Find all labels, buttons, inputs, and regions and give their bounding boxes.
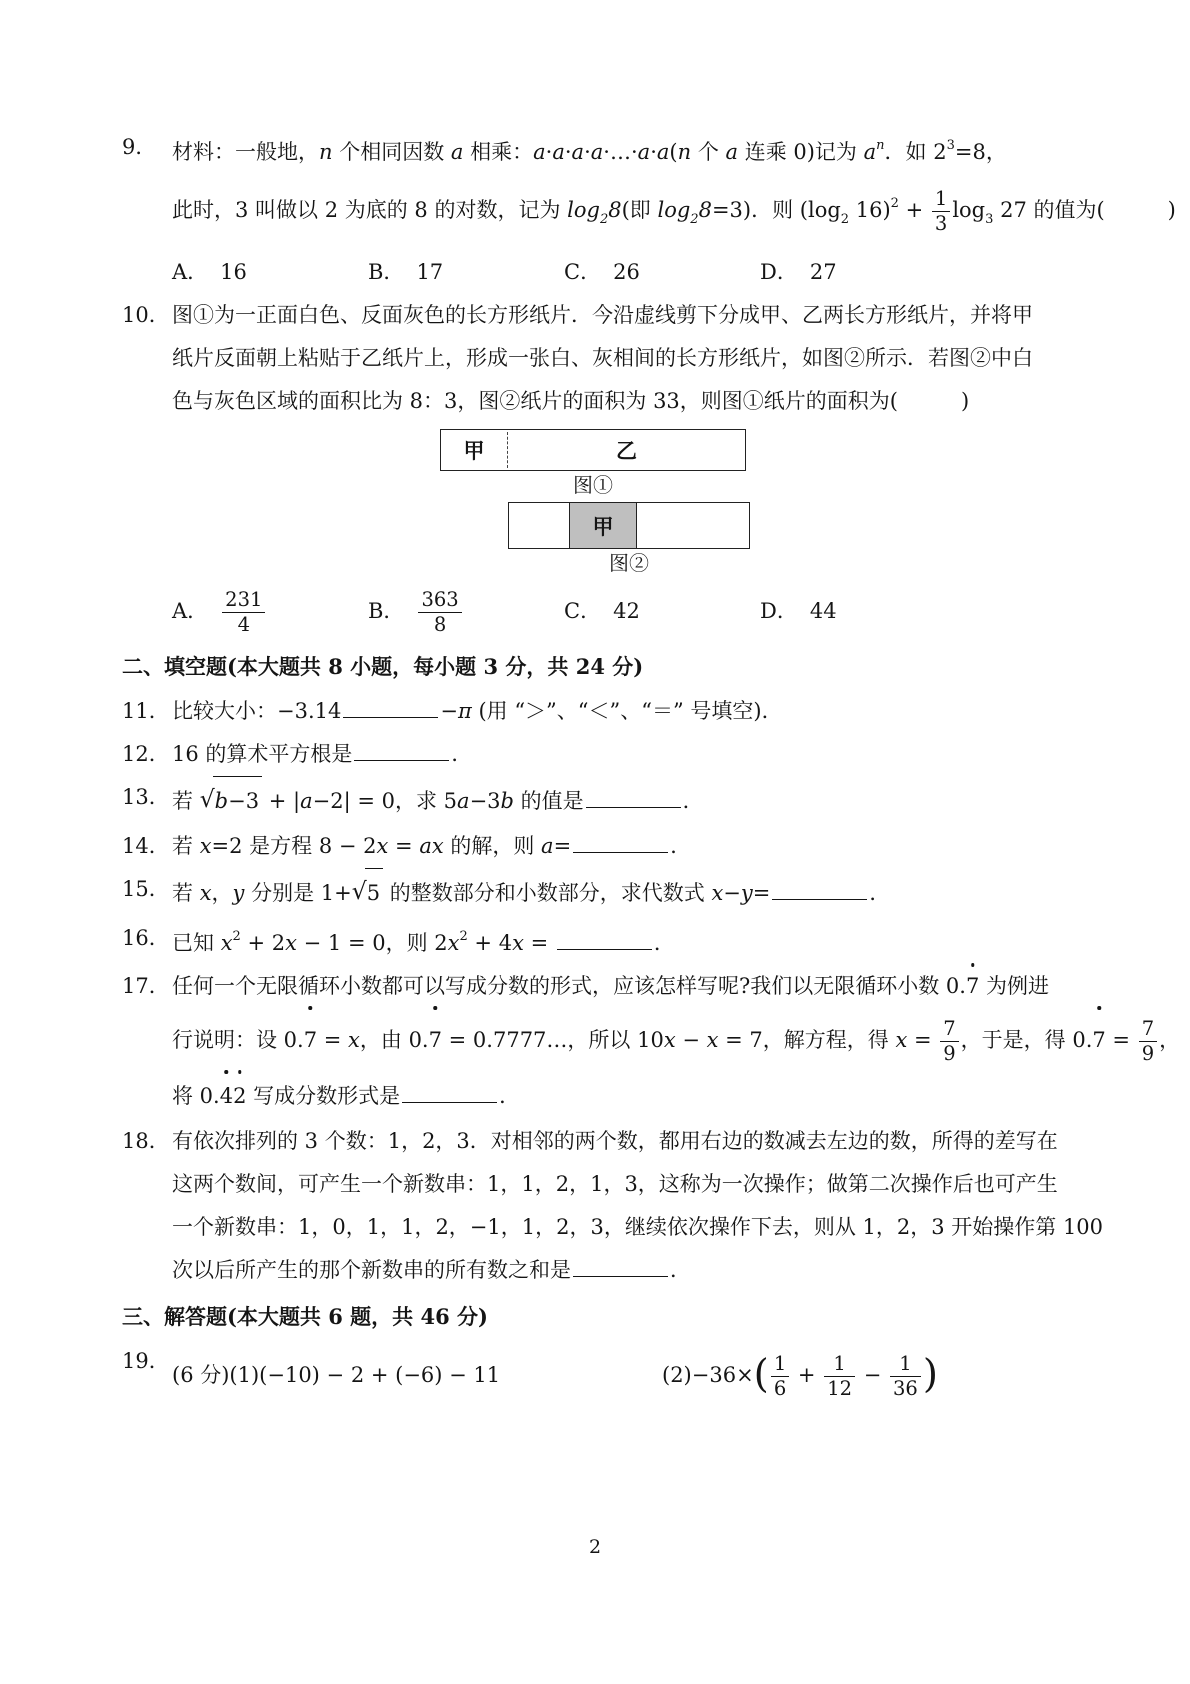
- question-15: [122, 868, 1012, 917]
- question-13-number: 13．: [122, 785, 170, 810]
- exam-content: [122, 126, 1181, 1412]
- question-17-line-3: 将 0.42 写成分数形式是 ．: [172, 1072, 1012, 1120]
- question-10-option-b: [368, 580, 564, 642]
- question-12: [122, 733, 1012, 776]
- question-11: [122, 690, 1012, 733]
- figure-2-rectangle: [508, 502, 750, 549]
- question-9-line-1: 材料：一般地，n 个相同因数 a 相乘：a·a·a·a·…·a·a(n 个 a 连乘 0)记为 $a^n$．如 $2^3=8$，: [172, 138, 1007, 164]
- option-value: 16: [220, 260, 247, 285]
- option-label: B．: [368, 599, 405, 624]
- option-label: D．: [760, 599, 798, 624]
- question-13: [122, 776, 1012, 825]
- question-9-option-d: [760, 251, 956, 294]
- question-19-row: [172, 1340, 1012, 1412]
- question-14: [122, 825, 1012, 868]
- figure-1-rectangle: [440, 429, 746, 471]
- question-10-line-2: 纸片反面朝上粘贴于乙纸片上，形成一张白、灰相间的长方形纸片，如图②所示．若图②中白: [172, 346, 1033, 371]
- question-11-text: 比较大小：−3.14 −π (用 “＞”、“＜”、“＝” 号填空)．: [172, 699, 783, 724]
- option-value: $\frac{231}{4}$: [220, 599, 267, 623]
- question-9-number: 9．: [122, 135, 157, 159]
- question-16: [122, 917, 1012, 965]
- question-16-text: 已知 $x^2 + 2x - 1 = 0$，则 $2x^2 + 4x$ = ．: [172, 929, 675, 956]
- question-10-number: 10．: [122, 303, 170, 328]
- question-18-line-1: 有依次排列的 3 个数：1，2，3．对相邻的两个数，都用右边的数减去左边的数，所得的差写在: [172, 1129, 1058, 1154]
- question-17: [122, 965, 1181, 1120]
- question-18-number: 18．: [122, 1129, 170, 1154]
- question-18-line-3: 一个新数串：1，0，1，1，2，−1，1，2，3，继续依次操作下去，则从 1，2，3 开始操作第 100: [172, 1215, 1104, 1240]
- question-10-body: [172, 294, 1033, 642]
- question-11-number: 11．: [122, 699, 170, 724]
- question-10-option-c: [564, 580, 760, 642]
- question-14-text: 若 x=2 是方程 8 − 2x = ax 的解，则 a= ．: [172, 834, 692, 859]
- question-18-line-2: 这两个数间，可产生一个新数串：1，1，2，1，3，这称为一次操作；做第二次操作后也可产生: [172, 1172, 1058, 1197]
- question-9: [122, 126, 1176, 294]
- figure-2-white-cell-right: [637, 503, 749, 548]
- question-9-body: [172, 126, 1176, 294]
- option-label: B．: [368, 260, 405, 285]
- figure-2-gray-cell: 甲: [569, 503, 637, 548]
- question-19: [122, 1340, 1012, 1412]
- option-label: D．: [760, 260, 798, 285]
- option-label: A．: [172, 599, 209, 624]
- question-18-line-4: 次以后所产生的那个新数串的所有数之和是 ．: [172, 1258, 691, 1283]
- page-number: 2: [588, 1536, 602, 1558]
- question-9-option-a: [172, 251, 368, 294]
- option-value: 27: [809, 260, 837, 285]
- figure-2-white-cell-left: [509, 503, 569, 548]
- question-17-number: 17．: [122, 974, 170, 999]
- question-15-text: 若 x，y 分别是 1+√5 的整数部分和小数部分，求代数式 x−y= ．: [172, 868, 1012, 917]
- question-10: [122, 294, 1033, 642]
- option-label: C．: [564, 260, 602, 285]
- question-10-options: [172, 580, 1012, 642]
- option-value: 26: [613, 260, 640, 285]
- question-17-line-2: 行说明：设 0.7 = x，由 0.7 = 0.7777…，所以 10x − x = 7，解方程，得 x = $\frac{7}{9}$ ，于是，得 0.7 = $\frac{7}{9}$ ，: [172, 1008, 1012, 1072]
- question-13-text: 若 √b−3 + |a−2| = 0，求 5a−3b 的值是 ．: [172, 776, 1012, 825]
- option-label: C．: [564, 599, 602, 624]
- question-18: [122, 1120, 1104, 1292]
- question-12-text: 16 的算术平方根是 ．: [172, 742, 473, 767]
- option-value: 44: [809, 599, 837, 624]
- figure-1-yi-cell: 乙: [616, 438, 637, 464]
- question-10-line-3: 色与灰色区域的面积比为 8：3，图②纸片的面积为 33，则图①纸片的面积为( ): [172, 389, 970, 414]
- question-14-number: 14．: [122, 834, 170, 859]
- figure-2-caption: 图②: [609, 551, 649, 576]
- option-value: 42: [613, 599, 640, 624]
- question-9-line-2: 此时，3 叫做以 2 为底的 8 的对数，记为 $\log_28$(即 $\log_28=3$)．则 ($\log_2$ 16)$^2$ + $\frac{1}{3}$ $\log_3 27$ 的值为( ): [172, 187, 1176, 235]
- question-9-options: [172, 251, 1012, 294]
- question-19-number: 19．: [122, 1349, 170, 1374]
- question-10-option-a: [172, 580, 368, 642]
- question-19-part-2: (2)−36×( $\frac{1}{6}$ + $\frac{1}{12}$ − $\frac{1}{36}$ ): [662, 1351, 938, 1401]
- question-9-option-c: [564, 251, 760, 294]
- option-value: 17: [416, 260, 444, 285]
- question-19-part-1: (6 分)(1)(−10) − 2 + (−6) − 11: [172, 1363, 501, 1388]
- figure-1-caption: 图①: [573, 473, 613, 498]
- section-3-heading: 三、解答题(本大题共 6 题，共 46 分): [122, 1304, 488, 1330]
- option-value: $\frac{363}{8}$: [416, 599, 463, 623]
- section-2-heading: 二、填空题(本大题共 8 小题，每小题 3 分，共 24 分): [122, 654, 644, 680]
- question-10-option-d: [760, 580, 956, 642]
- question-16-number: 16．: [122, 926, 170, 951]
- figure-1-jia-cell: 甲: [463, 438, 485, 464]
- question-12-number: 12．: [122, 742, 170, 767]
- question-9-option-b: [368, 251, 564, 294]
- figure-2: [508, 502, 750, 578]
- question-15-number: 15．: [122, 877, 170, 902]
- question-10-line-1: 图①为一正面白色、反面灰色的长方形纸片．今沿虚线剪下分成甲、乙两长方形纸片，并将甲: [172, 303, 1033, 328]
- question-17-line-1: 任何一个无限循环小数都可以写成分数的形式，应该怎样写呢?我们以无限循环小数 0.7 为例进: [172, 965, 1012, 1008]
- option-label: A．: [172, 260, 209, 285]
- figure-1: [440, 429, 746, 500]
